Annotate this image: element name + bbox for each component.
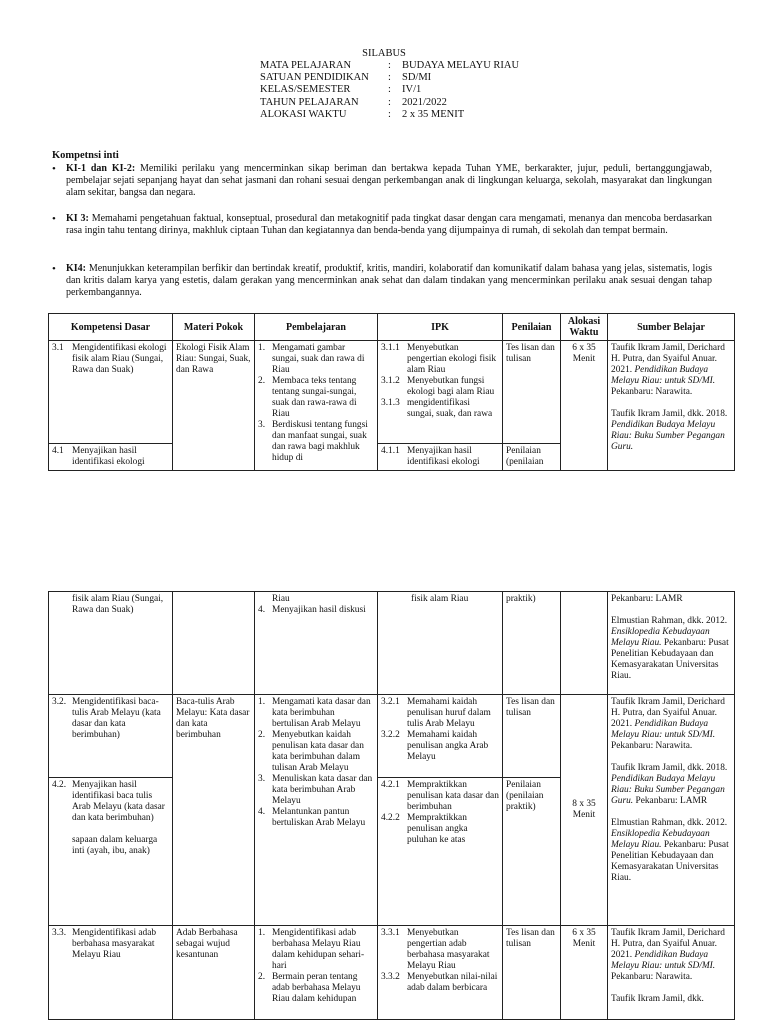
ki-text: Memiliki perilaku yang mencerminkan sikap beriman dan bertakwa kepada Tuhan YME, berkarakter, jujur, peduli, bertanggungjawab, pembelajar sejati sepanjang hayat dan sehat jasmani dan rohani sesuai dengan perkembangan anak di lingkungan keluarga, sekolah, masyarakat dan lingkungan alam sekitar, bangsa dan negara. bbox=[66, 163, 712, 198]
step-text: Mengidentifikasi adab berbahasa Melayu Riau dalam kehidupan sehari-hari bbox=[272, 928, 365, 971]
ipk-text: Menyebutkan pengertian ekologi fisik alam Riau bbox=[407, 343, 497, 375]
materi-cell bbox=[173, 341, 255, 471]
kd-number: 4.1 bbox=[52, 446, 64, 456]
source-author: Taufik Ikram Jamil, dkk. 2018. bbox=[611, 409, 728, 419]
kd-cell bbox=[49, 926, 173, 1020]
kd-text: fisik alam Riau (Sungai, Rawa dan Suak) bbox=[72, 594, 164, 615]
bullet-icon: • bbox=[52, 263, 56, 275]
meta-colon: : bbox=[388, 96, 391, 108]
document-title: SILABUS bbox=[362, 48, 406, 59]
header-pembelajaran: Pembelajaran bbox=[255, 314, 378, 341]
meta-value: IV/1 bbox=[402, 84, 422, 96]
ipk-cell bbox=[378, 592, 503, 695]
ki-text: Memahami pengetahuan faktual, konseptual, prosedural dan metakognitif pada tingkat dasar dengan cara mengamati, menanya dan mencoba berdasarkan rasa ingin tahu tentang dirinya, makhluk ciptaan Tuhan dan kegiatannya dan benda-benda yang dijumpainya di rumah, di sekolah dan tempat bermain. bbox=[66, 213, 713, 236]
materi-text: Riau: Sungai, Suak, dan Rawa bbox=[176, 354, 251, 375]
header-materi-pokok: Materi Pokok bbox=[173, 314, 255, 341]
step-number: 4. bbox=[258, 605, 266, 615]
sumber-cell bbox=[608, 926, 735, 1020]
ki-text: Menunjukkan keterampilan berfikir dan bertindak kreatif, produktif, kritis, mandiri, kolaboratif dan komunikatif dalam bahasa yang jelas, sistematis, logis dan kritis dalam karya yang estetis, dalam gerakan yang mencerminkan anak sehat dan dalam tindakan yang mencerminkan perilaku anak sesuai dengan tahap perkembangannya. bbox=[66, 263, 713, 298]
ipk-number: 3.3.1 bbox=[381, 928, 400, 938]
kd-text: Mengidentifikasi baca-tulis Arab Melayu (kata dasar dan kata berimbuhan) bbox=[72, 697, 161, 740]
sumber-cell bbox=[608, 341, 735, 471]
step-text: Menyajikan hasil diskusi bbox=[272, 605, 366, 615]
bullet-icon: • bbox=[52, 213, 56, 225]
step-text: Menuliskan kata dasar dan kata berimbuhan Arab Melayu bbox=[272, 774, 373, 806]
source-author: Elmustian Rahman, dkk. 2012. bbox=[611, 616, 728, 626]
bullet-icon: • bbox=[52, 163, 56, 175]
ki-item bbox=[52, 213, 712, 237]
meta-row bbox=[260, 97, 560, 109]
step-text: Melantunkan pantun bertuliskan Arab Melayu bbox=[272, 807, 366, 828]
header-sumber-belajar: Sumber Belajar bbox=[608, 314, 735, 341]
source-title: Ensiklopedia Kebudayaan Melayu Riau. bbox=[611, 829, 710, 850]
ipk-number: 4.1.1 bbox=[381, 446, 400, 456]
table-row bbox=[49, 695, 735, 778]
source-publisher: Pekanbaru: Narawita. bbox=[611, 387, 693, 397]
materi-cell: Adab Berbahasa sebagai wujud kesantunan bbox=[173, 926, 255, 1020]
source-title: Pendidikan Budaya Melayu Riau: untuk SD/MI. bbox=[611, 719, 716, 740]
penilaian-cell: Penilaian (penilaian praktik) bbox=[503, 778, 561, 926]
step-number: 3. bbox=[258, 420, 266, 430]
ki-label: KI-1 dan KI-2: bbox=[66, 163, 136, 174]
meta-colon: : bbox=[388, 72, 391, 84]
source-author: Elmustian Rahman, dkk. 2012. bbox=[611, 818, 728, 828]
meta-value: 2021/2022 bbox=[402, 96, 447, 108]
ipk-text: Menyajikan hasil identifikasi ekologi bbox=[407, 446, 480, 467]
penilaian-cell: Tes lisan dan tulisan bbox=[503, 926, 561, 1020]
source-title: Pendidikan Budaya Melayu Riau: untuk SD/MI. bbox=[611, 950, 716, 971]
kd-text: Mengidentifikasi adab berbahasa masyarakat Melayu Riau bbox=[72, 928, 157, 960]
source-title: Pendidikan Budaya Melayu Riau: untuk SD/MI. bbox=[611, 365, 716, 386]
kd-cell bbox=[49, 695, 173, 778]
penilaian-cell: Tes lisan dan tulisan bbox=[503, 695, 561, 778]
materi-cell: Baca-tulis Arab Melayu: Kata dasar dan kata berimbuhan bbox=[173, 695, 255, 926]
syllabus-table-part2 bbox=[48, 591, 735, 1020]
source-author: Taufik Ikram Jamil, Derichard H. Putra, dan Syaiful Anuar. 2021. bbox=[611, 697, 725, 729]
pembelajaran-cell bbox=[255, 926, 378, 1020]
step-text: Menyebutkan kaidah penulisan kata dasar dan kata berimbuhan dalam tulisan Arab Melayu bbox=[272, 730, 364, 773]
meta-label: TAHUN PELAJARAN bbox=[260, 96, 359, 108]
syllabus-meta bbox=[260, 60, 560, 121]
ipk-text: Menyebutkan pengertian adab berbahasa masyarakat Melayu Riau bbox=[407, 928, 490, 971]
ki-label: KI4: bbox=[66, 263, 86, 274]
ipk-number: 3.3.2 bbox=[381, 972, 400, 982]
ipk-number: 3.2.1 bbox=[381, 697, 400, 707]
ipk-cell bbox=[378, 926, 503, 1020]
ipk-text: Memahami kaidah penulisan angka Arab Melayu bbox=[407, 730, 489, 762]
step-number: 4. bbox=[258, 807, 266, 817]
header-alokasi-waktu: Alokasi Waktu bbox=[561, 314, 608, 341]
table-header-row bbox=[49, 314, 735, 341]
header-kompetensi-dasar: Kompetensi Dasar bbox=[49, 314, 173, 341]
kd-cell bbox=[49, 341, 173, 444]
materi-text: Ekologi Fisik Alam bbox=[176, 343, 250, 353]
step-number: 2. bbox=[258, 376, 266, 386]
kd-cell bbox=[49, 592, 173, 695]
meta-colon: : bbox=[388, 108, 391, 120]
step-number: 1. bbox=[258, 697, 266, 707]
meta-label: ALOKASI WAKTU bbox=[260, 108, 347, 120]
materi-cell bbox=[173, 592, 255, 695]
ipk-text: fisik alam Riau bbox=[411, 594, 469, 604]
kd-cell bbox=[49, 778, 173, 926]
source-title: Pendidikan Budaya Melayu Riau: Buku Sumber Pegangan Guru. bbox=[611, 420, 725, 452]
source-publisher: Pekanbaru: Pusat Penelitian Kebudayaan dan Kemasyarakatan Universitas Riau. bbox=[611, 638, 729, 681]
source-publisher: Pekanbaru: Narawita. bbox=[611, 972, 693, 982]
pembelajaran-cell bbox=[255, 341, 378, 471]
kd-number: 3.2. bbox=[52, 697, 67, 707]
penilaian-cell: praktik) bbox=[503, 592, 561, 695]
meta-value: BUDAYA MELAYU RIAU bbox=[402, 60, 520, 71]
step-number: 1. bbox=[258, 928, 266, 938]
penilaian-cell: Tes lisan dan tulisan bbox=[503, 341, 561, 444]
source-publisher: Pekanbaru: LAMR bbox=[611, 594, 683, 604]
step-text: Bermain peran tentang adab berbahasa Melayu Riau dalam kehidupan bbox=[272, 972, 361, 1004]
sumber-cell bbox=[608, 695, 735, 926]
ipk-number: 3.1.1 bbox=[381, 343, 400, 353]
meta-value: SD/MI bbox=[402, 72, 432, 84]
meta-colon: : bbox=[388, 60, 391, 71]
ipk-cell bbox=[378, 341, 503, 444]
kd-text: Mengidentifikasi ekologi fisik alam Riau (Sungai, Rawa dan Suak) bbox=[72, 343, 167, 375]
kd-number: 4.2. bbox=[52, 780, 67, 790]
ipk-text: Menyebutkan nilai-nilai adab dalam berbicara bbox=[407, 972, 498, 993]
ipk-text: Mempraktikkan penulisan kata dasar dan berimbuhan bbox=[407, 780, 499, 812]
meta-row bbox=[260, 60, 560, 72]
kd-text: Menyajikan hasil identifikasi baca tulis Arab Melayu (kata dasar dan kata berimbuhan) bbox=[72, 780, 165, 823]
pembelajaran-cell bbox=[255, 592, 378, 695]
penilaian-cell: Penilaian (penilaian bbox=[503, 444, 561, 471]
alokasi-cell: 6 x 35 Menit bbox=[561, 341, 608, 471]
meta-row bbox=[260, 84, 560, 96]
source-publisher: Pekanbaru: Narawita. bbox=[611, 741, 693, 751]
ipk-number: 3.1.3 bbox=[381, 398, 400, 408]
ipk-number: 3.2.2 bbox=[381, 730, 400, 740]
ipk-text: Memahami kaidah penulisan huruf dalam tulis Arab Melayu bbox=[407, 697, 491, 729]
source-title: Ensiklopedia Kebudayaan Melayu Riau. bbox=[611, 627, 710, 648]
syllabus-table-part1 bbox=[48, 313, 735, 471]
step-text: Riau bbox=[272, 594, 290, 604]
ki-label: KI 3: bbox=[66, 213, 89, 224]
table-row bbox=[49, 341, 735, 444]
ipk-cell bbox=[378, 778, 503, 926]
source-publisher: Pekanbaru: Pusat Penelitian Kebudayaan dan Kemasyarakatan Universitas Riau. bbox=[611, 840, 729, 883]
meta-colon: : bbox=[388, 84, 391, 96]
ipk-number: 3.1.2 bbox=[381, 376, 400, 386]
meta-row bbox=[260, 109, 560, 121]
step-text: Membaca teks tentang tentang sungai-sungai, suak dan rawa-rawa di Riau bbox=[272, 376, 357, 419]
alokasi-cell: 8 x 35 Menit bbox=[561, 695, 608, 926]
meta-value: 2 x 35 MENIT bbox=[402, 108, 465, 120]
source-title: Pendidikan Budaya Melayu Riau: Buku Sumber Pegangan Guru. bbox=[611, 774, 725, 806]
ipk-number: 4.2.1 bbox=[381, 780, 400, 790]
step-number: 3. bbox=[258, 774, 266, 784]
ipk-cell bbox=[378, 695, 503, 778]
alokasi-cell bbox=[561, 592, 608, 695]
kd-cell bbox=[49, 444, 173, 471]
ipk-cell bbox=[378, 444, 503, 471]
ki-heading: Kompetnsi inti bbox=[52, 150, 119, 161]
alokasi-cell: 6 x 35 Menit bbox=[561, 926, 608, 1020]
header-penilaian: Penilaian bbox=[503, 314, 561, 341]
step-number: 1. bbox=[258, 343, 266, 353]
ipk-text: Menyebutkan fungsi ekologi bagi alam Riau bbox=[407, 376, 495, 397]
meta-label: SATUAN PENDIDIKAN bbox=[260, 72, 369, 84]
kd-number: 3.3. bbox=[52, 928, 67, 938]
source-author: Taufik Ikram Jamil, Derichard H. Putra, dan Syaiful Anuar. 2021. bbox=[611, 928, 725, 960]
meta-label: KELAS/SEMESTER bbox=[260, 84, 351, 96]
ipk-number: 4.2.2 bbox=[381, 813, 400, 823]
ipk-text: mengidentifikasi sungai, suak, dan rawa bbox=[407, 398, 493, 419]
step-text: Mengamati kata dasar dan kata berimbuhan bertulisan Arab Melayu bbox=[272, 697, 371, 729]
ki-item bbox=[52, 163, 712, 199]
step-number: 2. bbox=[258, 972, 266, 982]
step-text: Mengamati gambar sungai, suak dan rawa di Riau bbox=[272, 343, 365, 375]
kd-number: 3.1 bbox=[52, 343, 64, 353]
pembelajaran-cell bbox=[255, 695, 378, 926]
meta-label: MATA PELAJARAN bbox=[260, 60, 352, 71]
step-text: Berdiskusi tentang fungsi dan manfaat sungai, suak dan rawa bagi makhluk hidup di bbox=[272, 420, 368, 463]
kd-text: sapaan dalam keluarga inti (ayah, ibu, anak) bbox=[72, 835, 158, 856]
ipk-text: Mempraktikkan penulisan angka puluhan ke atas bbox=[407, 813, 468, 845]
step-number: 2. bbox=[258, 730, 266, 740]
sumber-cell bbox=[608, 592, 735, 695]
source-author: Taufik Ikram Jamil, Derichard H. Putra, dan Syaiful Anuar. 2021. bbox=[611, 343, 725, 375]
source-author: Taufik Ikram Jamil, dkk. 2018. bbox=[611, 763, 728, 773]
ki-item bbox=[52, 263, 712, 299]
header-ipk: IPK bbox=[378, 314, 503, 341]
source-author: Taufik Ikram Jamil, dkk. bbox=[611, 994, 704, 1004]
table-row bbox=[49, 592, 735, 695]
source-publisher: Pekanbaru: LAMR bbox=[635, 796, 708, 806]
meta-row bbox=[260, 72, 560, 84]
kd-text: Menyajikan hasil identifikasi ekologi bbox=[72, 446, 145, 467]
table-row bbox=[49, 926, 735, 1020]
